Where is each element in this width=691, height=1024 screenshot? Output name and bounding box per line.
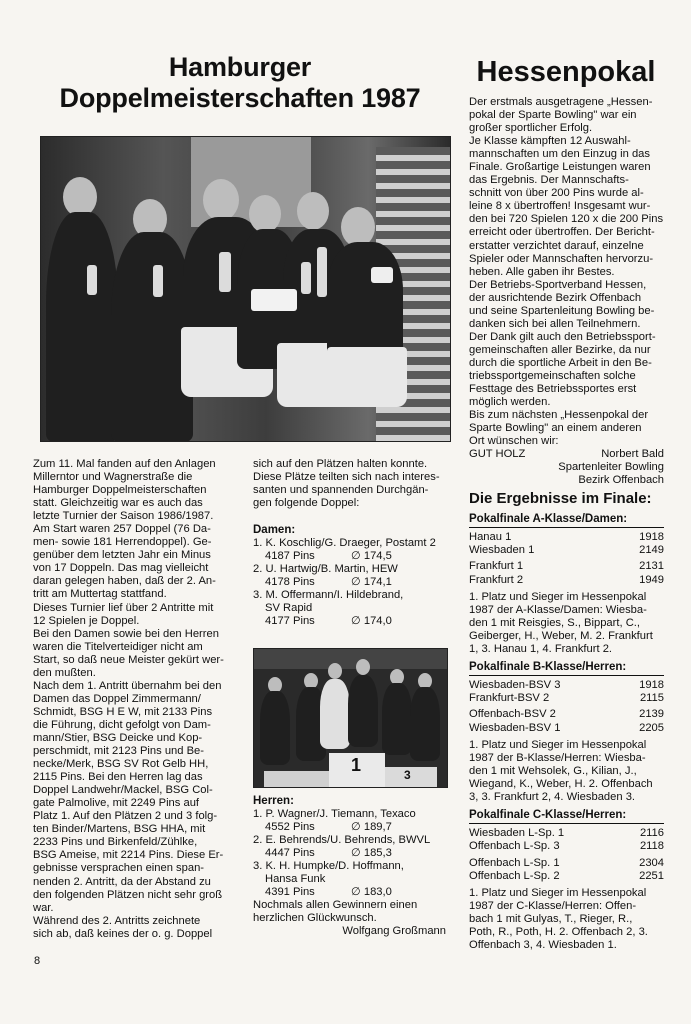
podium-label-third: 3 — [404, 768, 411, 782]
article-line: Dieses Turnier lief über 2 Antritte mit — [33, 601, 214, 614]
summary-line: 1. Platz und Sieger im Hessenpokal — [469, 886, 647, 899]
greeting-gut-holz: GUT HOLZ — [469, 448, 526, 461]
article-title-hessenpokal: Hessenpokal — [476, 56, 656, 88]
article-line: Millerntor und Wagnerstraße die — [33, 471, 193, 484]
article-line: war. — [33, 901, 54, 914]
entry-club: Hansa Funk — [265, 873, 326, 886]
damen-heading: Damen: — [253, 524, 296, 536]
intro-line: Der Betriebs-Sportverband Hessen, — [469, 278, 647, 291]
entry-names: 1. P. Wagner/J. Tiemann, Texaco — [253, 808, 416, 820]
result-row — [469, 827, 664, 840]
summary-line: Geiberger, H., Weber, M. 2. Frankfurt — [469, 629, 653, 642]
article-line: den folgenden Plätzen nicht sehr groß — [33, 888, 223, 901]
article-line: Bei den Damen sowie bei den Herren — [33, 627, 219, 640]
article-line: 2233 Pins und Birkenfeld/Zühlke, — [33, 836, 198, 849]
final-summary — [469, 739, 664, 804]
entry-average: ∅ 183,0 — [351, 886, 392, 899]
article-line: von 17 Doppeln. Das mag vielleicht — [33, 562, 209, 575]
result-row — [469, 870, 664, 883]
intro-line: triebssportgemeinschaften solche — [469, 369, 636, 382]
intro-line: leine 8 x übertroffen! Insgesamt wur- — [469, 200, 651, 213]
article-line: genüber dem letzten Jahr ein Minus — [33, 549, 211, 562]
team-score: 1918 — [639, 679, 664, 692]
team-score: 2116 — [639, 827, 664, 840]
article-line: tritt am Muttertag stattfand. — [33, 588, 167, 601]
summary-line: den 1 mit Wehsolek, G., Kilian, J., — [469, 764, 637, 777]
intro-line: erreicht oder übertroffen. Der Bericht- — [469, 226, 655, 239]
team-score: 2115 — [639, 692, 664, 705]
intro-line: Je Klasse kämpften 12 Auswahl- — [469, 135, 631, 148]
summary-line: Poth, R., Poth, H. 2. Offenbach 2, 3. — [469, 926, 648, 939]
summary-line: 3, 3. Frankfurt 2, 4. Wiesbaden 3. — [469, 791, 636, 804]
article-line: Nach dem 1. Antritt übernahm bei den — [33, 679, 222, 692]
team-name: Wiesbaden-BSV 3 — [469, 679, 561, 692]
article-line: den mußten. — [33, 666, 96, 679]
result-row — [469, 531, 664, 544]
intro-line: Sparte Bowling" an einem anderen — [469, 422, 642, 435]
entry-club: SV Rapid — [265, 602, 313, 615]
intro-line: heben. Alle gaben ihr Bestes. — [469, 265, 615, 278]
results-heading: Die Ergebnisse im Finale: — [469, 490, 652, 507]
summary-line: 1987 der A-Klasse/Damen: Wiesba- — [469, 603, 647, 616]
article-line: Zum 11. Mal fanden auf den Anlagen — [33, 458, 216, 470]
intro-line: Finale. Großartige Leistungen waren — [469, 161, 651, 174]
summary-line: bach 1 mit Gulyas, T., Rieger, R., — [469, 913, 633, 925]
title-line-1: Hamburger — [168, 52, 312, 82]
result-row — [469, 708, 664, 721]
entry-score — [253, 821, 446, 834]
team-score: 1918 — [639, 531, 664, 543]
article-line: Am Start waren 257 Doppel (76 Da- — [33, 523, 211, 536]
team-name: Wiesbaden-BSV 1 — [469, 721, 561, 734]
result-row — [469, 840, 664, 853]
intro-line: Der erstmals ausgetragene „Hessen- — [469, 96, 653, 108]
article-line: Schmidt, BSG H E W, mit 2133 Pins — [33, 705, 213, 718]
article-line: Während des 2. Antritts zeichnete — [33, 914, 201, 927]
entry-average: ∅ 174,0 — [351, 615, 392, 628]
greeting-role-2: Bezirk Offenbach — [578, 474, 664, 487]
herren-entry — [253, 860, 446, 899]
team-score: 2304 — [639, 856, 664, 869]
article-line: Platz 1. Auf den Plätzen 2 und 3 folg- — [33, 810, 218, 823]
article-line: Hamburger Doppelmeisterschaften — [33, 484, 207, 497]
article-line: Doppel Landwehr/Mackel, BSG Col- — [33, 784, 213, 797]
herren-entry — [253, 834, 446, 860]
summary-line: den 1 mit Reisgies, S., Bippart, C., — [469, 616, 640, 629]
entry-pins: 4447 Pins — [265, 847, 315, 860]
herren-heading: Herren: — [253, 795, 294, 807]
entry-average: ∅ 174,1 — [351, 576, 392, 589]
team-name: Frankfurt 1 — [469, 560, 524, 573]
entry-score — [253, 576, 446, 589]
hamburg-article-col2 — [253, 458, 446, 510]
damen-entry — [253, 563, 446, 589]
team-photo-women — [40, 136, 451, 442]
entry-pins: 4177 Pins — [265, 615, 315, 628]
summary-line: Offenbach 3, 4. Wiesbaden 1. — [469, 939, 617, 952]
entry-average: ∅ 174,5 — [351, 550, 392, 563]
article-line: 2115 Pins. Bei den Herren lag das — [33, 771, 203, 784]
team-score: 2139 — [639, 708, 664, 721]
team-score: 2149 — [639, 544, 664, 557]
article-line: gebnisse versprachen einen span- — [33, 862, 205, 875]
intro-line: das Ergebnis. Der Mannschafts- — [469, 174, 629, 187]
team-score: 1949 — [639, 573, 664, 586]
team-score: 2205 — [639, 721, 664, 734]
entry-names: 3. K. H. Humpke/D. Hoffmann, — [253, 860, 404, 873]
greeting-role-1: Spartenleiter Bowling — [558, 461, 664, 474]
result-row — [469, 692, 664, 705]
team-score: 2251 — [639, 869, 664, 882]
result-row — [469, 722, 664, 735]
article-line: 12 Spielen je Doppel. — [33, 614, 140, 627]
hessenpokal-intro — [469, 96, 664, 487]
intro-line: Festtage des Betriebssportes erst — [469, 383, 637, 396]
article-line: die Führung, dicht gefolgt von Dam- — [33, 718, 211, 731]
intro-line: durch die sportliche Arbeit in den Be- — [469, 356, 652, 369]
article-line: daran gelegen haben, daß der 2. An- — [33, 575, 216, 588]
final-summary — [469, 591, 664, 656]
summary-line: 1987 der B-Klasse/Herren: Wiesba- — [469, 751, 646, 764]
final-heading: Pokalfinale C-Klasse/Herren: — [469, 808, 664, 824]
team-name: Offenbach L-Sp. 3 — [469, 840, 560, 853]
entry-pins: 4391 Pins — [265, 886, 315, 899]
damen-results — [253, 523, 446, 628]
article-line: BSG Ameise, mit 2214 Pins. Diese Er- — [33, 849, 224, 862]
team-name: Wiesbaden 1 — [469, 544, 535, 557]
article-line: santen und spannenden Durchgän- — [253, 484, 429, 497]
closing-line-1: Nochmals allen Gewinnern einen — [253, 899, 418, 912]
article-line: Start, so daß neue Meister gekürt wer- — [33, 653, 224, 666]
intro-line: Bis zum nächsten „Hessenpokal der — [469, 409, 649, 422]
entry-score — [253, 615, 446, 628]
intro-line: den bei 720 Spielen 120 x die 200 Pins — [469, 213, 664, 226]
intro-line: erstatter verzichtet darauf, einzelne — [469, 239, 644, 252]
intro-line: Spieler oder Mannschaften hervorzu- — [469, 252, 654, 265]
intro-line: möglich werden. — [469, 396, 551, 409]
article-line: Diese Plätze teilten sich nach interes- — [253, 471, 440, 484]
intro-line: Ort wünschen wir: — [469, 435, 559, 448]
team-name: Wiesbaden L-Sp. 1 — [469, 827, 565, 840]
article-line: sich ab, daß keines der o. g. Doppel — [33, 927, 213, 940]
intro-line: pokal der Sparte Bowling" war ein — [469, 109, 637, 122]
entry-average: ∅ 189,7 — [351, 821, 392, 834]
summary-line: 1, 3. Hanau 1, 4. Frankfurt 2. — [469, 643, 613, 655]
entry-score — [253, 886, 446, 899]
entry-names: 3. M. Offermann/I. Hildebrand, — [253, 589, 404, 602]
intro-line: und seine Spartenleitung Bowling be- — [469, 304, 655, 317]
team-name: Hanau 1 — [469, 531, 512, 543]
intro-line: Der Dank gilt auch den Betriebssport- — [469, 330, 656, 343]
entry-pins: 4552 Pins — [265, 821, 315, 834]
team-name: Offenbach-BSV 2 — [469, 708, 556, 721]
results-section — [469, 490, 664, 952]
podium-label-first: 1 — [351, 755, 362, 775]
final-summary — [469, 887, 664, 952]
team-name: Offenbach L-Sp. 2 — [469, 869, 560, 882]
intro-line: danken sich bei allen Teilnehmern. — [469, 317, 641, 330]
article-line: waren die Titelverteidiger nicht am — [33, 640, 203, 653]
team-name: Frankfurt 2 — [469, 573, 524, 586]
final-block — [469, 660, 664, 804]
closing-text — [253, 899, 446, 938]
closing-line-2: herzlichen Glückwunsch. — [253, 912, 377, 925]
article-line: ten Binder/Martens, BSG HHA, mit — [33, 823, 206, 836]
article-line: gen folgende Doppel: — [253, 497, 360, 510]
article-line: letzte Turnier der Saison 1986/1987. — [33, 510, 214, 523]
team-score: 2118 — [639, 840, 664, 853]
summary-line: Wiegand, K., Weber, H. 2. Offenbach — [469, 778, 653, 790]
team-name: Frankfurt-BSV 2 — [469, 692, 550, 705]
result-row — [469, 574, 664, 587]
final-heading: Pokalfinale A-Klasse/Damen: — [469, 512, 664, 528]
team-score: 2131 — [639, 560, 664, 573]
article-line: statt. Gleichzeitig war es auch das — [33, 497, 203, 510]
summary-line: 1. Platz und Sieger im Hessenpokal — [469, 738, 647, 751]
greeting-name: Norbert Bald — [601, 448, 664, 461]
result-row — [469, 679, 664, 692]
entry-names: 1. K. Koschlig/G. Draeger, Postamt 2 — [253, 537, 436, 549]
article-line: Damen das Doppel Zimmermann/ — [33, 692, 201, 705]
final-block — [469, 512, 664, 656]
herren-entry — [253, 808, 446, 834]
intro-line: gemeinschaften aller Bezirke, da nur — [469, 343, 651, 356]
summary-line: 1. Platz und Sieger im Hessenpokal — [469, 590, 647, 603]
final-block — [469, 808, 664, 952]
entry-score — [253, 550, 446, 563]
result-row — [469, 544, 664, 557]
intro-line: schnitt von über 200 Pins wurde al- — [469, 187, 644, 200]
page-number: 8 — [34, 955, 41, 967]
summary-line: 1987 der C-Klasse/Herren: Offen- — [469, 899, 637, 912]
article-line: men- sowie 181 Herrendoppel). Ge- — [33, 536, 212, 549]
damen-entry — [253, 537, 446, 563]
article-line: necke/Merk, BSG SV Rot Gelb HH, — [33, 758, 209, 771]
intro-line: mannschaften um den Einzug in das — [469, 148, 650, 161]
article-line: perschmidt, mit 2123 Pins und Be- — [33, 745, 205, 758]
article-title-hamburg — [30, 52, 450, 114]
intro-line: großer sportlicher Erfolg. — [469, 122, 593, 135]
hamburg-article-col1 — [33, 458, 233, 941]
team-name: Offenbach L-Sp. 1 — [469, 856, 560, 869]
entry-pins: 4187 Pins — [265, 550, 315, 563]
final-heading: Pokalfinale B-Klasse/Herren: — [469, 660, 664, 676]
intro-line: der ausrichtende Bezirk Offenbach — [469, 291, 642, 304]
entry-names: 2. E. Behrends/U. Behrends, BWVL — [253, 834, 431, 847]
title-line-2: Doppelmeisterschaften 1987 — [59, 83, 421, 113]
entry-pins: 4178 Pins — [265, 576, 315, 589]
herren-results — [253, 794, 446, 938]
author-name: Wolfgang Großmann — [342, 925, 446, 938]
entry-score — [253, 847, 446, 860]
result-row — [469, 857, 664, 870]
entry-average: ∅ 185,3 — [351, 847, 392, 860]
article-line: sich auf den Plätzen halten konnte. — [253, 458, 428, 470]
article-line: gate Palmolive, mit 2249 Pins auf — [33, 797, 200, 810]
damen-entry — [253, 589, 446, 628]
entry-names: 2. U. Hartwig/B. Martin, HEW — [253, 563, 398, 576]
result-row — [469, 560, 664, 573]
article-line: mann/Stier, BSG Deicke und Kop- — [33, 731, 203, 744]
podium-photo-men — [253, 648, 448, 788]
article-line: nenden 2. Antritt, da der Abstand zu — [33, 875, 211, 888]
